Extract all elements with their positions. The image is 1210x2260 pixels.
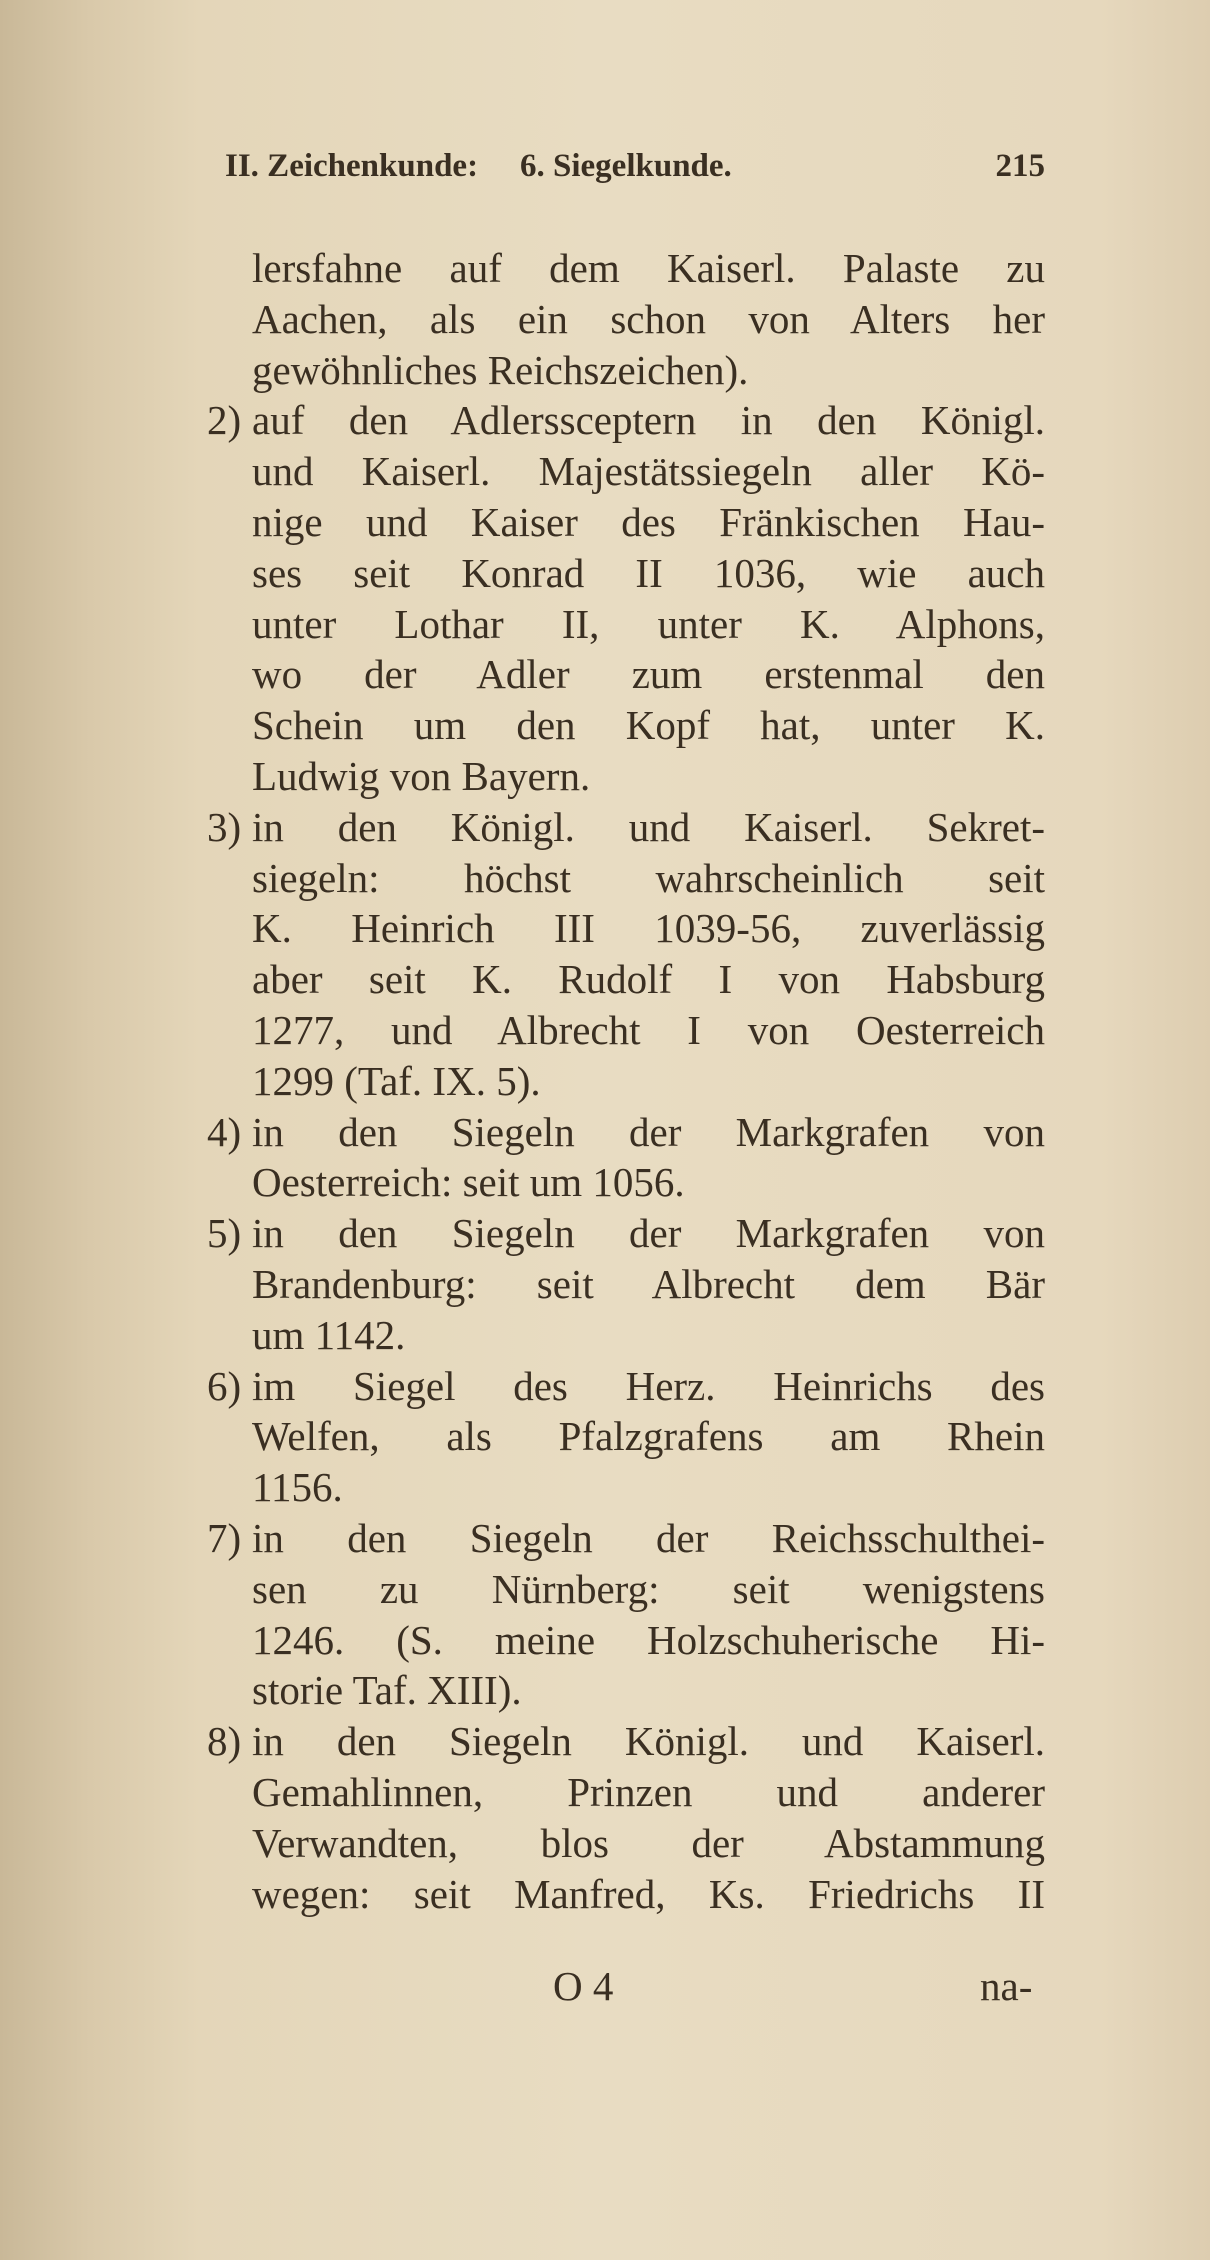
text-line <box>0 1615 1210 1666</box>
text-line <box>0 700 1210 751</box>
line-text: in den Siegeln der Reichsschulthei- <box>252 1514 1045 1561</box>
text-line <box>0 954 1210 1005</box>
text-line <box>0 548 1210 599</box>
text-line <box>0 1107 1210 1158</box>
signature-mark: O 4 <box>553 1963 614 2009</box>
page-number: 215 <box>995 148 1045 184</box>
running-title: II. Zeichenkunde: <box>225 148 479 184</box>
text-line <box>0 497 1210 548</box>
page-body <box>0 243 1210 1919</box>
line-text: Welfen, als Pfalzgrafens am Rhein <box>252 1413 1045 1460</box>
text-line <box>0 1005 1210 1056</box>
catchword: na- <box>980 1963 1033 2009</box>
text-line <box>0 853 1210 904</box>
text-line <box>0 243 1210 294</box>
line-text: Oesterreich: seit um 1056. <box>252 1159 685 1206</box>
line-text: K. Heinrich III 1039-56, zuverlässig <box>252 905 1045 952</box>
text-line <box>0 1259 1210 1310</box>
line-text: 1277, und Albrecht I von Oesterreich <box>252 1006 1045 1053</box>
line-text: sen zu Nürnberg: seit wenigstens <box>252 1565 1045 1612</box>
item-number: 3) <box>207 803 242 850</box>
text-line <box>0 1716 1210 1767</box>
text-line <box>0 599 1210 650</box>
line-text: in den Siegeln Königl. und Kaiserl. <box>252 1718 1045 1765</box>
text-line <box>0 446 1210 497</box>
line-text: ses seit Konrad II 1036, wie auch <box>252 549 1045 596</box>
line-text: wo der Adler zum erstenmal den <box>252 651 1045 698</box>
text-line <box>0 1056 1210 1107</box>
line-text: um 1142. <box>252 1311 406 1358</box>
line-text: lersfahne auf dem Kaiserl. Palaste zu <box>252 245 1045 291</box>
line-text: 1156. <box>252 1464 343 1511</box>
text-line <box>0 1411 1210 1462</box>
text-line <box>0 1310 1210 1361</box>
text-line <box>0 1818 1210 1869</box>
text-line <box>0 1513 1210 1564</box>
text-line <box>0 1665 1210 1716</box>
line-text: und Kaiserl. Majestätssiegeln aller Kö- <box>252 448 1045 495</box>
line-text: im Siegel des Herz. Heinrichs des <box>252 1362 1045 1409</box>
line-text: gewöhnliches Reichszeichen). <box>252 346 749 393</box>
running-header <box>225 148 1045 198</box>
line-text: 1246. (S. meine Holzschuherische Hi- <box>252 1616 1045 1663</box>
line-text: in den Siegeln der Markgrafen von <box>252 1210 1045 1257</box>
line-text: Ludwig von Bayern. <box>252 752 591 799</box>
text-line <box>0 1361 1210 1412</box>
line-text: siegeln: höchst wahrscheinlich seit <box>252 854 1045 901</box>
line-text: auf den Adlerssceptern in den Königl. <box>252 397 1045 444</box>
text-line <box>0 649 1210 700</box>
line-text: Schein um den Kopf hat, unter K. <box>252 702 1045 749</box>
item-number: 4) <box>207 1108 242 1155</box>
section-title: 6. Siegelkunde. <box>520 148 732 184</box>
text-line <box>0 1157 1210 1208</box>
text-line <box>0 1869 1210 1920</box>
item-number: 2) <box>207 397 242 444</box>
line-text: storie Taf. XIII). <box>252 1667 522 1714</box>
text-line <box>0 1208 1210 1259</box>
item-number: 6) <box>207 1362 242 1409</box>
text-line <box>0 294 1210 345</box>
text-line <box>0 345 1210 396</box>
text-line <box>0 802 1210 853</box>
line-text: 1299 (Taf. IX. 5). <box>252 1057 541 1104</box>
text-line <box>0 903 1210 954</box>
text-line <box>0 1564 1210 1615</box>
text-line <box>0 1767 1210 1818</box>
line-text: wegen: seit Manfred, Ks. Friedrichs II <box>252 1870 1045 1917</box>
text-line <box>0 1462 1210 1513</box>
item-number: 5) <box>207 1210 242 1257</box>
line-text: Brandenburg: seit Albrecht dem Bär <box>252 1260 1045 1307</box>
text-line <box>0 395 1210 446</box>
line-text: unter Lothar II, unter K. Alphons, <box>252 600 1045 647</box>
line-text: in den Königl. und Kaiserl. Sekret- <box>252 803 1045 850</box>
item-number: 8) <box>207 1718 242 1765</box>
text-line <box>0 751 1210 802</box>
line-text: nige und Kaiser des Fränkischen Hau- <box>252 498 1045 545</box>
line-text: in den Siegeln der Markgrafen von <box>252 1108 1045 1155</box>
line-text: Aachen, als ein schon von Alters her <box>252 295 1045 342</box>
line-text: Gemahlinnen, Prinzen und anderer <box>252 1768 1045 1815</box>
item-number: 7) <box>207 1514 242 1561</box>
line-text: aber seit K. Rudolf I von Habsburg <box>252 956 1045 1003</box>
line-text: Verwandten, blos der Abstammung <box>252 1819 1045 1866</box>
